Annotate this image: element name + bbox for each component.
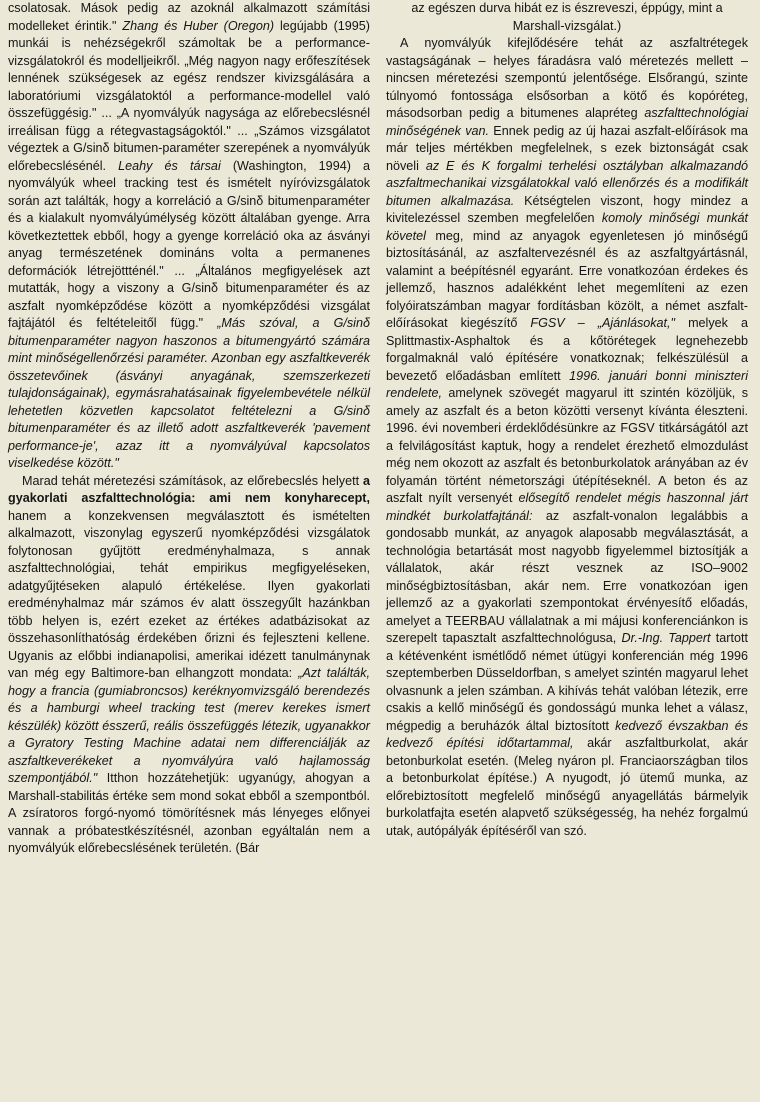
left-column <box>8 0 370 858</box>
emphasis: FGSV – „Ajánlásokat," <box>530 316 676 330</box>
author-ref: Dr.-Ing. Tappert <box>621 631 711 645</box>
emphasis: komoly minőségi munkát követel <box>386 211 748 243</box>
emphasis: aszfalttechnológiai minőségének van. <box>386 106 748 138</box>
paragraph: csolatosak. Mások pedig az azoknál alkalmazott számítási modelleket érintik." Zhang és Huber (Oregon) legújabb (1995) munkái is nehézségekről számoltak be a performance-vizsgálatokról és modelljeikről. „Még nagyon nagy erőfeszítések lennének szükségesek az egész rendszer kivizsgálására a laboratóriumi vizsgálatoktól a performance-modellel való összefüggésig." ... „A nyomvályúk nagysága az előrebecslésnél irreálisan függ a rétegvastagságoktól." ... „Számos vizsgálatot végeztek a G/sinδ bitumen-paraméter szerepének a nyomvályúk előrebecslésénél. Leahy és társai (Washington, 1994) a nyomvályúk wheel tracking test és ismételt nyíróvizsgálatok során azt találták, hogy a korreláció a G/sinδ bitumenparaméter és a kialakult nyomvályúmélység között általában gyenge. Arra következtettek ebből, hogy a gyenge korreláció oka az ásványi anyag természetének domináns volta a permanenes deformációk létrejöttténél." ... „Általános megfigyelések azt mutatták, hogy a viszony a G/sinδ bitumenparaméter és az aszfalt nyomképződése között a nyomképződési vizsgálat fajtájától és feltételeitől függ." „Más szóval, a G/sinδ bitumenparaméter nagyon haszonos a bitumengyártó számára mint minőségellenőrzési paraméter. Azonban egy aszfaltkeverék összetevőinek (ásványi anyagának, szemszerkezeti tulajdonságainak), egymásrahatásainak figyelembevétele nélkül lehetetlen közvetlen kapcsolatot feltételezni a G/sinδ bitumenparaméter és az illető adott aszfaltkeverék 'pavement performance-je', azaz itt a nyomvályúval kapcsolatos viselkedése között." <box>8 1 370 470</box>
emphasis: kedvező évszakban és kedvező építési időtartammal, <box>386 718 749 750</box>
paragraph: Marad tehát méretezési számítások, az előrebecslés helyett a gyakorlati aszfalttechnológia: ami nem konyharecept, hanem a konzekvensen megválasztott és ismételten alkalmazott, viszonylag egyszerű nyomképződési vizsgálatok folytonosan gyűjtött eredményhalmaza, s annak aszfalttechnológiai, tehát empirikus megfigyeléseken, adatgyűjtéseken alapuló értékelése. Ilyen gyakorlati eredményhalmaz már számos év alatt összegyűlt hazánkban több helyen is, ezért ezeket az értékes adatbázisokat az összehasonlíthatóság érdekében őrizni és fejleszteni kellene. Ugyanis az előbbi indianapolisi, amerikai idézett tanulmánynak van még egy Baltimore-ban elhangzott mondata: „Azt találták, hogy a francia (gumiabroncsos) keréknyomvizsgáló berendezés és a hamburgi wheel tracking test (merev kerekes ismert készülék) között ésszerű, reális összefüggés létezik, ugyanakkor a Gyratory Testing Machine adatai nem differenciálják az aszfaltkeverékeket a nyomvályúra való hajlamosság szempontjából." Itthon hozzátehetjük: ugyanúgy, ahogyan a Marshall-stabilitás értéke sem mond sokat ebből a szempontból. A zsíratoros forgó-nyomó tömörítésnek más lényeges előnyei vannak a próbatestkészítésnél, azonban egyáltalán nem a nyomvályúk előrebecslésének területén. (Bár <box>8 473 370 855</box>
emphasis-quote: „Más szóval, a G/sinδ bitumenparaméter nagyon haszonos a bitumengyártó számára mint minőségellenőrzési paraméter. Azonban egy aszfaltkeverék összetevőinek (ásványi anyagának, szemszerkezeti tulajdonságainak), egymásrahatásainak figyelembevétele nélkül lehetetlen közvetlen kapcsolatot feltételezni a G/sinδ bitumenparaméter és az illető adott aszfaltkeverék 'pavement performance-je', azaz itt a nyomvályúval kapcsolatos viselkedése között." <box>8 316 370 470</box>
emphasis: elősegítő rendelet mégis haszonnal járt mindkét burkolatfajtánál: <box>386 491 749 523</box>
author-ref: Leahy és társai <box>118 158 221 173</box>
emphasis: 1996. januári bonni miniszteri rendelete, <box>386 368 748 400</box>
emphasis: az E és K forgalmi terhelési osztályban alkalmazandó aszfaltmechanikai vizsgálatokkal való ellenőrzés és a modifikált bitumen alkalmazása. <box>386 158 748 208</box>
emphasis-quote: „Azt találták, hogy a francia (gumiabroncsos) keréknyomvizsgáló berendezés és a hamburgi wheel tracking test (merev kerekes ismert készülék) között ésszerű, reális összefüggés létezik, ugyanakkor a Gyratory Testing Machine adatai nem differenciálják az aszfaltkeverékeket a nyomvályúra való hajlamosság szempontjából." <box>8 666 370 785</box>
paragraph: az egészen durva hibát ez is észreveszi, éppúgy, mint a Marshall-vizsgálat.) <box>411 1 723 33</box>
bold-emphasis: a gyakorlati aszfalttechnológia: ami nem konyharecept, <box>8 473 370 505</box>
paragraph: A nyomvályúk kifejlődésére tehát az aszfaltrétegek vastagságának – helyes fáradásra való méretezés mellett – nincsen méretezési szempontú jelentősége. Elsőrangú, szinte túlnyomó fontossága elsősorban a kötő és kopóréteg, másodsorban pedig a bitumenes alapréteg aszfalttechnológiai minőségének van. Ennek pedig az új hazai aszfalt-előírások ma már teljes mértékben megfelelnek, s ezek biztonságát csak növeli az E és K forgalmi terhelési osztályban alkalmazandó aszfaltmechanikai vizsgálatokkal való ellenőrzés és a modifikált bitumen alkalmazása. Kétségtelen viszont, hogy mindez a kivitelezéssel szemben megfelelően komoly minőségi munkát követel meg, mind az anyagok egyenletesen jó minőségű biztosításánál, az aszfaltervezésnél és az aszfaltgyártásnál, valamint a beépítésnél egyaránt. Erre vonatkozóan érdekes és jellemző, hasznos adalékként lehet megemlíteni az ezen folyóiratszámban magyar fordításban közölt, a német aszfalt-előírásokat kiegészítő FGSV – „Ajánlásokat," melyek a Splittmastix-Asphaltok és a kőtörétegek legnehezebb forgalmaknál való építésére vonatkoznak; felkészülésül a bevezető előadásban említett 1996. januári bonni miniszteri rendelete, amelynek szövegét magyarul itt szintén közöljük, s amely az aszfalt és a beton közötti versenyt kívánta éleszteni. 1996. évi novemberi érdeklődésünkre az FGSV titkárságától azt a felvilágosítást kaptuk, hogy a rendelet érezhető elmozdulást még nem okozott az aszfalt és betonburkolatok arányában az év folyamán történt németországi útépítéseknél. A beton és az aszfalt nyílt versenyét elősegítő rendelet mégis haszonnal járt mindkét burkolatfajtánál: az aszfalt-vonalon legalábbis a gondosabb munkát, az anyagok alaposabb megválasztását, a technológia betartását most nagyobb figyelemmel biztosítják a vállalatok, akár részt vesznek az ISO–9002 minőségbiztosításban, akár nem. Erre vonatkozóan igen jellemző az a gyakorlati szempontokat érvényesítő előadás, amelyet a TEERBAU vállalatnak a mi májusi konferenciánkon is szerepelt tapasztalt aszfalttechnológusa, Dr.-Ing. Tappert tartott a kétévenként ismétlődő német útügyi konferencián még 1996 szeptemberben Düsseldorfban, s amelyet szintén magyarul lehet olvasnunk a jelen számban. A kihívás tehát valóban létezik, erre csakis a kellő minőségű és gondosságú munka lehet a válasz, mégpedig a beruházók által biztosított kedvező évszakban és kedvező építési időtartammal, akár aszfaltburkolat, akár betonburkolat esetén. (Meleg nyáron pl. Franciaországban tilos a betonburkolat építése.) A nyugodt, jó ütemű munka, az előrebiztosított megfelelő minőségű anyagellátás bármelyik burkolatfajta esetén alapvető szükségesség, ha nehéz forgalmú utak, autópályák építéséről van szó. <box>386 36 749 838</box>
author-ref: Zhang és Huber (Oregon) <box>122 18 275 33</box>
right-column <box>386 0 748 840</box>
